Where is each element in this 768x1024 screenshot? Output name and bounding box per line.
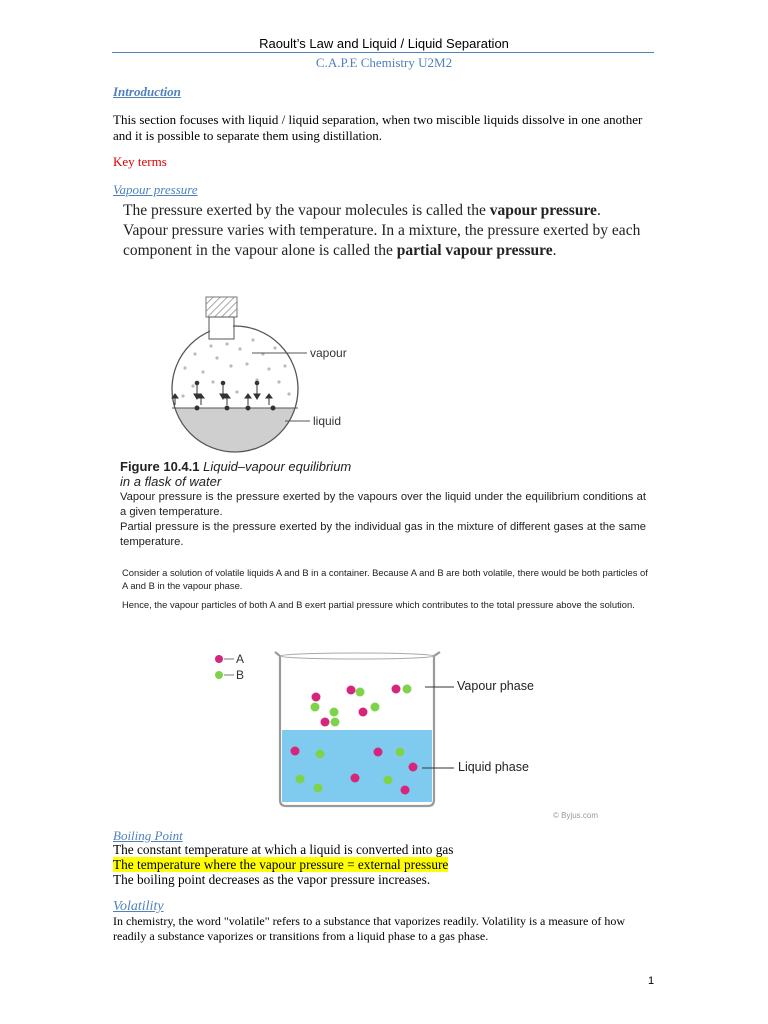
equilibrium-arrows [172,381,275,410]
introduction-heading: Introduction [113,84,181,99]
vapour-pressure-heading: Vapour pressure [113,182,198,197]
watermark: © Byjus.com [553,811,599,820]
partial-pressure-contribution-text: Hence, the vapour particles of both A and B exert partial pressure which contributes to the total pressure above the solution. [122,599,635,610]
boiling-point-def-3: The boiling point decreases as the vapor pressure increases. [113,872,431,887]
vapour-label: vapour [310,346,347,360]
liquid-phase-label: Liquid phase [458,760,529,774]
vapour-pressure-explanation: Vapour pressure is the pressure exerted by the vapours over the liquid under the equilibrium conditions at a given temperature. [120,491,646,518]
stopper [206,297,237,317]
volatility-heading: Volatility [113,899,164,914]
flask-diagram [145,294,375,454]
vapour-dots [181,338,290,397]
page-number: 1 [648,975,655,987]
key-terms-label: Key terms [113,154,167,169]
page-header-title: Raoult’s Law and Liquid / Liquid Separation [259,36,509,51]
vapour-particles [311,685,412,727]
vapour-pressure-definition: The pressure exerted by the vapour molecules is called the vapour pressure. Vapour pressure varies with temperature. In a mixture, the pressure exerted by each component in the vapour alone is called the partial vapour pressure. [123,202,641,259]
flask-figure-caption: Figure 10.4.1 Liquid–vapour equilibrium in a flask of water [120,459,352,489]
legend-b-dot [215,671,223,679]
volatility-text: In chemistry, the word "volatile" refers to a substance that vaporizes readily. Volatility is a measure of how readily a substance vaporizes or transitions from a liquid phase to a gas phase. [113,914,625,943]
legend-b-label: B [236,668,245,682]
header-divider [112,52,654,53]
boiling-point-def-1: The constant temperature at which a liquid is converted into gas [113,842,454,857]
legend-a-dot [215,655,223,663]
partial-pressure-explanation: Partial pressure is the pressure exerted by the individual gas in the mixture of different gases at the same temperature. [120,521,646,548]
beaker-diagram [200,634,620,828]
vapour-phase-label: Vapour phase [457,679,534,693]
boiling-point-heading: Boiling Point [113,828,183,843]
volatile-solution-text: Consider a solution of volatile liquids A and B in a container. Because A and B are both volatile, there would be both particles of A and B in the vapour phase. [122,567,648,591]
legend-a-label: A [236,652,245,666]
page-header-subtitle: C.A.P.E Chemistry U2M2 [315,55,453,70]
liquid-label: liquid [313,414,342,428]
introduction-text: This section focuses with liquid / liquid separation, when two miscible liquids dissolve in one another and it is possible to separate them using distillation. [113,112,643,143]
boiling-point-def-2: The temperature where the vapour pressure = external pressure [113,857,449,872]
